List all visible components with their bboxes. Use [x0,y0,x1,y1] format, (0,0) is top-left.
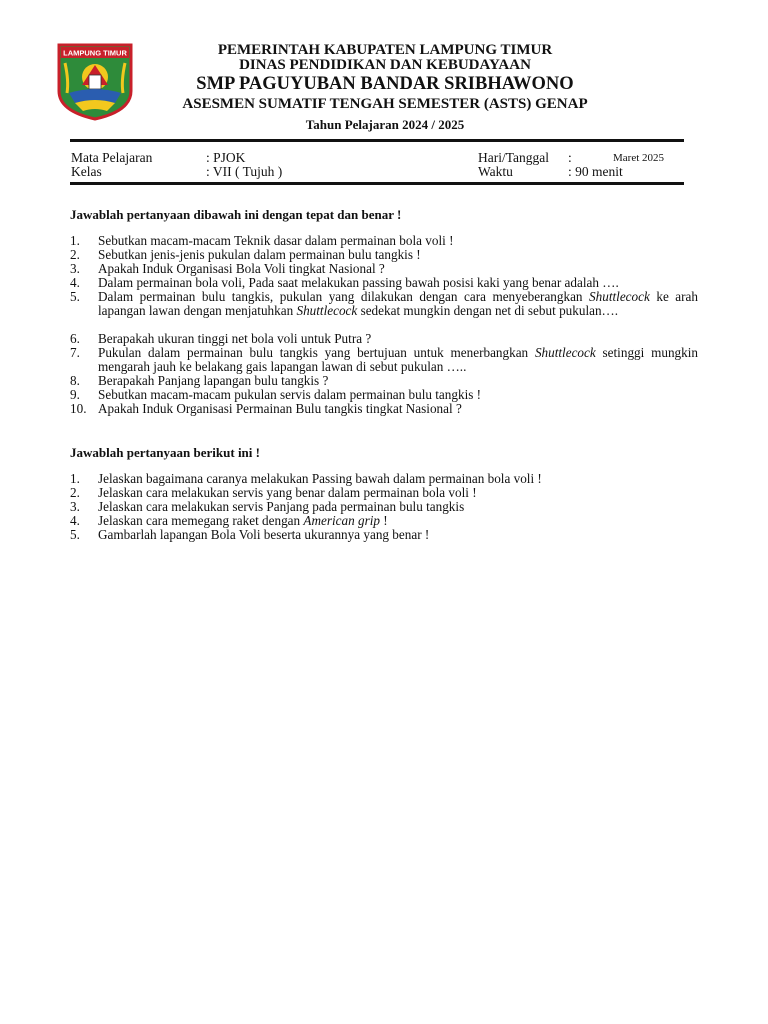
question-number: 3. [70,261,80,276]
question-text: Apakah Induk Organisasi Permainan Bulu tangkis tingkat Nasional ? [98,401,462,416]
section-1-title: Jawablah pertanyaan dibawah ini dengan tepat dan benar ! [70,207,402,222]
question-text: Jelaskan cara melakukan servis yang benar dalam permainan bola voli ! [98,485,477,500]
question-number: 2. [70,247,80,262]
question-text: Dalam permainan bola voli, Pada saat melakukan passing bawah posisi kaki yang benar adalah …. [98,275,619,290]
question-number: 4. [70,513,80,528]
question-text: Pukulan dalam permainan bulu tangkis yang bertujuan untuk menerbangkan Shuttlecock setinggi mungkin mengarah jauh ke belakang gais lapangan lawan di sebut pukulan ….. [98,345,698,374]
question-number: 5. [70,527,80,542]
header-department: DINAS PENDIDIKAN DAN KEBUDAYAAN [239,57,531,73]
time-value: : 90 menit [568,164,623,179]
question-number: 4. [70,275,80,290]
question-text: Jelaskan cara melakukan servis Panjang pada permainan bulu tangkis [98,499,465,514]
question-text: Sebutkan macam-macam Teknik dasar dalam permainan bola voli ! [98,233,454,248]
date-label: Hari/Tanggal [478,150,550,165]
question-text: Berapakah ukuran tinggi net bola voli untuk Putra ? [98,331,372,346]
date-colon: : [568,150,572,165]
section-2-title: Jawablah pertanyaan berikut ini ! [70,445,260,460]
header-school-name: SMP PAGUYUBAN BANDAR SRIBHAWONO [196,74,574,94]
subject-value: : PJOK [206,150,246,165]
header-government: PEMERINTAH KABUPATEN LAMPUNG TIMUR [217,42,553,58]
question-number: 3. [70,499,80,514]
question-text: Gambarlah lapangan Bola Voli beserta ukurannya yang benar ! [98,527,430,542]
question-text: Jelaskan cara memegang raket dengan American grip ! [98,513,388,528]
question-number: 7. [70,345,80,360]
question-number: 8. [70,373,80,388]
class-label: Kelas [71,164,102,179]
header-exam-title: ASESMEN SUMATIF TENGAH SEMESTER (ASTS) GENAP [182,96,588,112]
question-text: Dalam permainan bulu tangkis, pukulan yang dilakukan dengan cara menyeberangkan Shuttlecock ke arah lapangan lawan dengan menjatuhkan Shuttlecock sedekat mungkin dengan net di sebut pukulan…. [98,289,699,318]
question-number: 5. [70,289,80,304]
question-number: 1. [70,233,80,248]
date-value: Maret 2025 [613,152,665,164]
question-text: Apakah Induk Organisasi Bola Voli tingkat Nasional ? [98,261,385,276]
question-text: Sebutkan macam-macam pukulan servis dalam permainan bulu tangkis ! [98,387,482,402]
question-text: Sebutkan jenis-jenis pukulan dalam permainan bulu tangkis ! [98,247,421,262]
question-text: Jelaskan bagaimana caranya melakukan Passing bawah dalam permainan bola voli ! [98,471,542,486]
question-number: 9. [70,387,80,402]
question-text: Berapakah Panjang lapangan bulu tangkis ? [98,373,329,388]
info-divider [70,182,684,185]
header-divider [70,139,684,142]
question-number: 2. [70,485,80,500]
question-number: 10. [70,401,87,416]
logo-label: LAMPUNG TIMUR [63,48,127,58]
subject-label: Mata Pelajaran [71,150,153,165]
time-label: Waktu [478,164,513,179]
header-academic-year: Tahun Pelajaran 2024 / 2025 [305,117,465,132]
question-number: 1. [70,471,80,486]
class-value: : VII ( Tujuh ) [206,164,283,179]
question-number: 6. [70,331,80,346]
